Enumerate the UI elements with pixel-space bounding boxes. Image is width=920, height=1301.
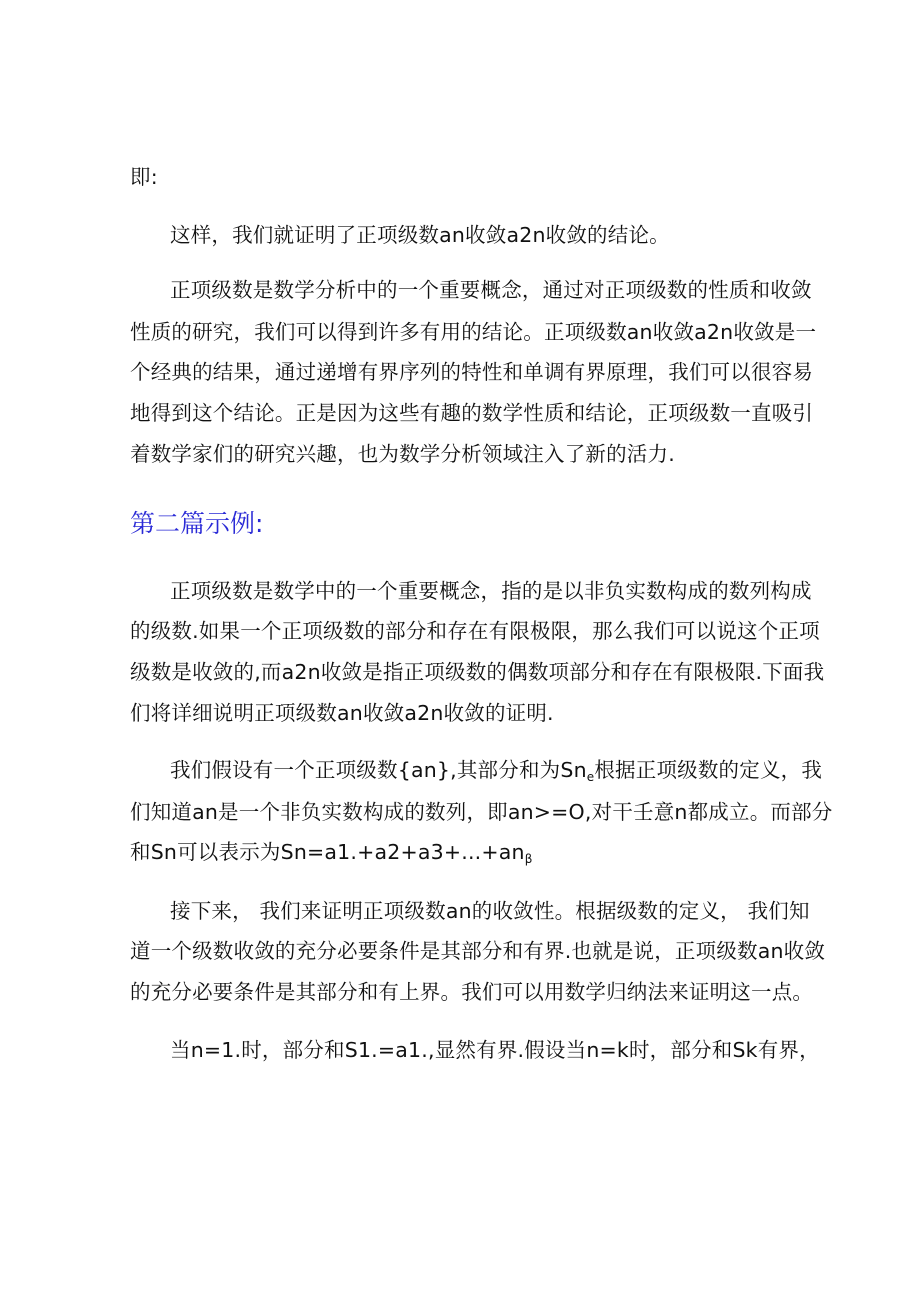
- convergence-line: 道一个级数收敛的充分必要条件是其部分和有界.也就是说，正项级数an收敛: [130, 939, 826, 963]
- convergence-line: 的充分必要条件是其部分和有上界。我们可以用数学归纳法来证明这一点。: [130, 980, 814, 1004]
- convergence-line: 接下来， 我们来证明正项级数an的收敛性。根据级数的定义， 我们知: [170, 899, 810, 923]
- definition-line: 们将详细说明正项级数an收敛a2n收敛的证明.: [130, 701, 554, 725]
- assumption-text: 根据正项级数的定义，我: [594, 758, 823, 782]
- subscript-mark: e: [586, 770, 595, 784]
- assumption-text: 和Sn可以表示为Sn=a1.+a2+a3+...+an: [130, 840, 525, 864]
- summary-line: 个经典的结果，通过递增有界序列的特性和单调有界原理，我们可以很容易: [130, 360, 814, 384]
- definition-line: 级数是收敛的,而a2n收敛是指正项级数的偶数项部分和存在有限极限.下面我: [130, 660, 825, 684]
- definition-line: 正项级数是数学中的一个重要概念，指的是以非负实数构成的数列构成: [170, 579, 812, 603]
- assumption-line: [130, 838, 533, 866]
- subscript-mark: β: [524, 852, 533, 866]
- summary-line: 性质的研究，我们可以得到许多有用的结论。正项级数an收敛a2n收敛是一: [130, 320, 817, 344]
- intro-label: 即:: [130, 165, 158, 189]
- intro-conclusion: 这样，我们就证明了正项级数an收敛a2n收敛的结论。: [170, 223, 670, 247]
- definition-line: 的级数.如果一个正项级数的部分和存在有限极限，那么我们可以说这个正项: [130, 619, 820, 643]
- assumption-line: 们知道an是一个非负实数构成的数列，即an>=O,对干壬意n都成立。而部分: [130, 800, 833, 824]
- induction-line: 当n=1.时，部分和S1.=a1.,显然有界.假设当n=k时，部分和Sk有界，: [170, 1038, 820, 1062]
- assumption-text: 我们假设有一个正项级数{an},其部分和为Sn: [170, 758, 587, 782]
- summary-line: 地得到这个结论。正是因为这些有趣的数学性质和结论，正项级数一直吸引: [130, 401, 814, 425]
- assumption-line: [170, 756, 822, 784]
- summary-line: 着数学家们的研究兴趣，也为数学分析领域注入了新的活力.: [130, 442, 675, 466]
- section-heading: 第二篇示例:: [130, 509, 264, 538]
- summary-line: 正项级数是数学分析中的一个重要概念，通过对正项级数的性质和收敛: [170, 278, 812, 302]
